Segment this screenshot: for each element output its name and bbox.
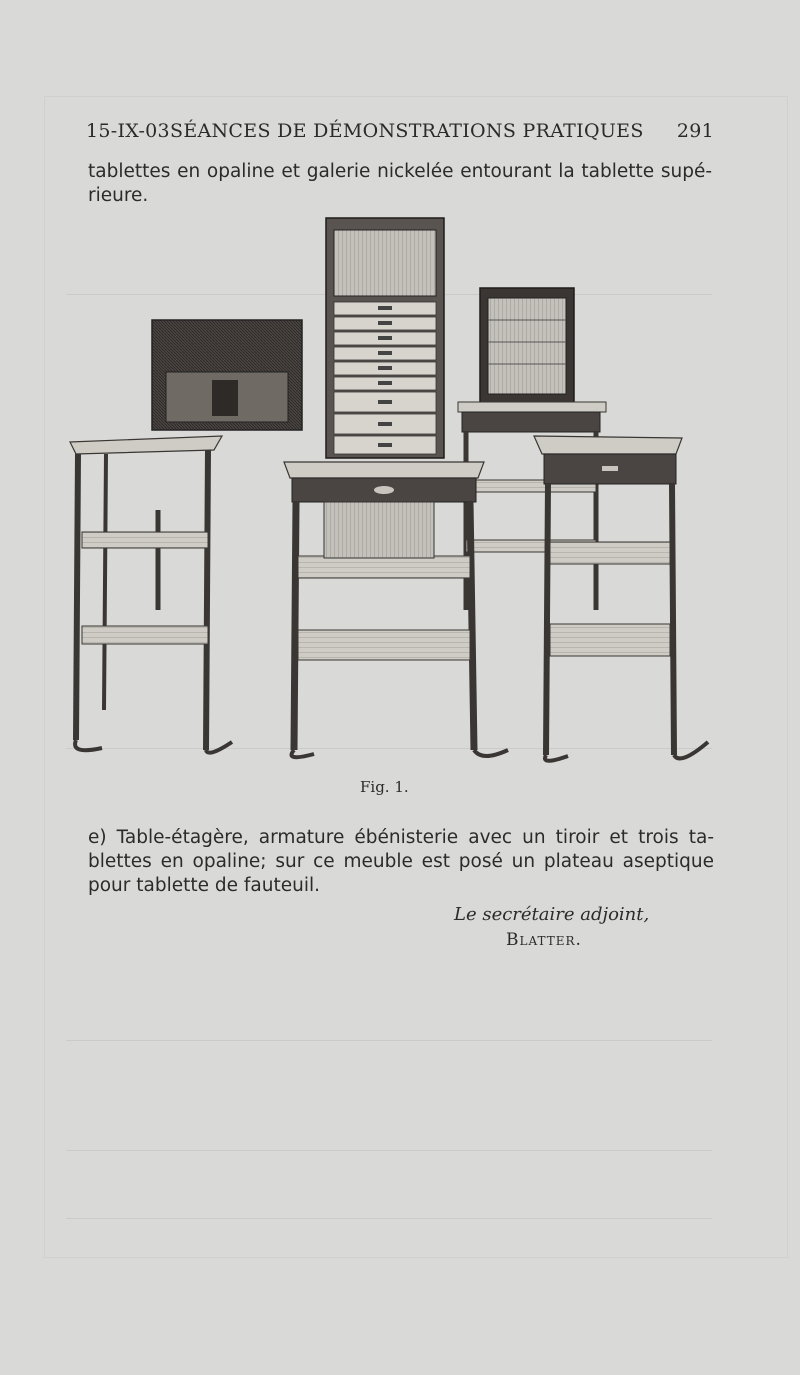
center-table	[284, 462, 508, 757]
paragraph-line: tablettes en opaline et galerie nickelée entourant la tablette supé-	[88, 161, 712, 182]
signature-name: Blatter.	[506, 930, 582, 950]
page-number: 291	[676, 120, 714, 142]
paragraph-line: e) Table-étagère, armature ébénisterie avec un tiroir et trois ta-	[88, 827, 714, 848]
left-etagere	[70, 436, 232, 753]
paragraph-line: rieure.	[88, 185, 149, 206]
paragraph-item-e	[88, 826, 714, 898]
drawer-cabinet	[326, 218, 444, 458]
dark-cabinet	[152, 320, 302, 610]
figure-caption: Fig. 1.	[360, 778, 409, 796]
running-head	[86, 118, 714, 148]
paragraph-intro	[88, 160, 712, 208]
header-date: 15-IX-03	[86, 120, 170, 142]
paragraph-line: pour tablette de fauteuil.	[88, 875, 320, 896]
signature-title: Le secrétaire adjoint,	[454, 904, 650, 925]
paragraph-line: blettes en opaline; sur ce meuble est posé un plateau aseptique	[88, 851, 714, 872]
header-title: SÉANCES DE DÉMONSTRATIONS PRATIQUES	[170, 120, 644, 142]
furniture-engraving	[62, 210, 722, 780]
